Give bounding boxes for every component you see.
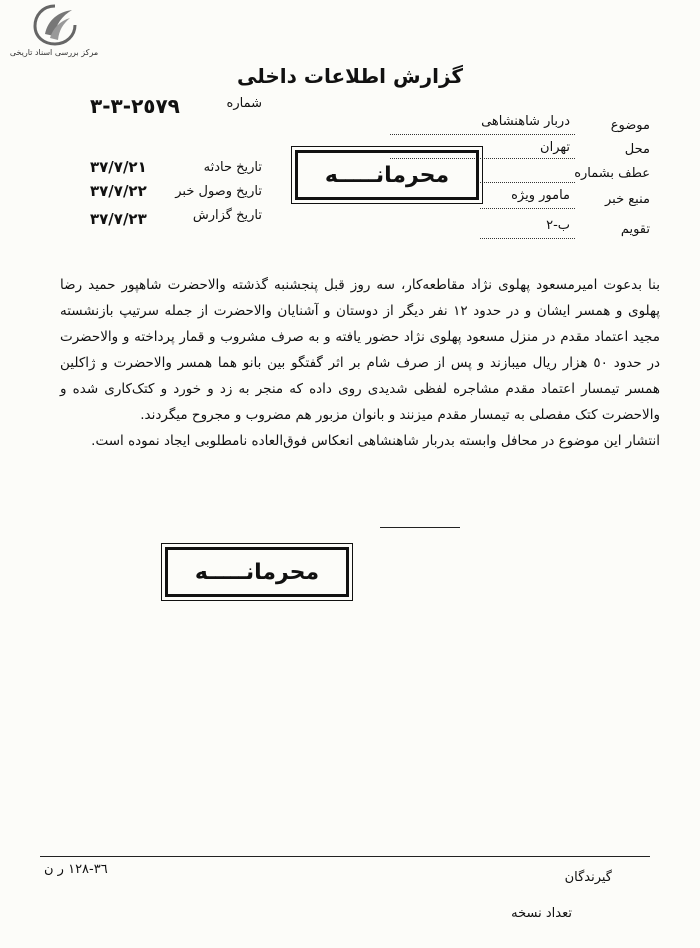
calendar-dotline bbox=[480, 238, 575, 239]
copies-label: تعداد نسخه bbox=[511, 906, 572, 921]
archive-emblem-icon bbox=[32, 4, 78, 46]
subject-value: دربار شاهنشاهی bbox=[481, 114, 570, 129]
report-date-label: تاریخ گزارش bbox=[192, 208, 262, 223]
source-value: مامور ویژه bbox=[511, 188, 570, 203]
closing-dash bbox=[380, 527, 460, 528]
source-label: منبع خبر bbox=[605, 192, 650, 207]
report-paragraph-2: انتشار این موضوع در محافل وابسته بدربار شاهنشاهی انعکاس فوق‌العاده نامطلوبی ایجاد نموده است. bbox=[91, 433, 660, 449]
received-date-label: تاریخ وصول خبر bbox=[175, 184, 262, 199]
location-value: تهران bbox=[540, 140, 570, 155]
location-label: محل bbox=[624, 142, 650, 157]
footer-rule bbox=[40, 856, 650, 857]
logo-caption: مرکز بررسی اسناد تاریخی bbox=[9, 48, 99, 57]
confidential-stamp-top: محرمانـــــه bbox=[295, 150, 479, 200]
report-date-value: ٣٧/٧/٢٣ bbox=[90, 210, 147, 228]
received-date-value: ٣٧/٧/٢٢ bbox=[90, 182, 147, 200]
report-body bbox=[60, 272, 660, 454]
calendar-value: ب-٢ bbox=[546, 218, 570, 233]
incident-date-value: ٣٧/٧/٢١ bbox=[90, 158, 147, 176]
reference-label: عطف بشماره bbox=[574, 166, 650, 181]
confidential-stamp-bottom: محرمانـــــه bbox=[165, 547, 349, 597]
archive-code: ٣٦-١٢٨ ر ن bbox=[44, 862, 108, 877]
source-dotline bbox=[480, 208, 575, 209]
subject-label: موضوع bbox=[610, 118, 650, 133]
calendar-label: تقویم bbox=[620, 222, 650, 237]
incident-date-label: تاریخ حادثه bbox=[203, 160, 262, 175]
subject-dotline bbox=[390, 134, 575, 135]
report-paragraph-1: بنا بدعوت امیرمسعود پهلوی نژاد مقاطعه‌کار، سه روز قبل پنجشنبه گذشته والاحضرت شاهپور حمید رضا پهلوی و همسر ایشان و در حدود ١٢ نفر دیگر از دوستان و آشنایان والاحضرت از جمله سرتیپ بازنشسته مجید اعتماد مقدم در منزل مسعود پهلوی نژاد حضور یافته و به صرف مشروب و قمار پرداخته و والاحضرت در حدود ٥٠ هزار ریال میبازند و پس از صرف شام بر اثر گفتگو بین بانو هما همسر والاحضرت و ژاکلین همسر تیمسار اعتماد مقدم مشاجره لفظی شدیدی روی داده که منجر به زد و خورد و کتک‌کاری شده و والاحضرت کتک مفصلی به تیمسار مقدم میزنند و بانوان مزبور هم مضروب و مجروح میگردند. bbox=[60, 277, 661, 423]
recipients-label: گیرندگان bbox=[564, 870, 612, 885]
number-value: ٢٥٧٩-٣-٣ bbox=[90, 94, 180, 118]
reference-dotline bbox=[480, 182, 575, 183]
number-label: شماره bbox=[226, 96, 262, 111]
document-title: گزارش اطلاعات داخلی bbox=[236, 64, 464, 88]
archive-logo bbox=[6, 4, 102, 64]
